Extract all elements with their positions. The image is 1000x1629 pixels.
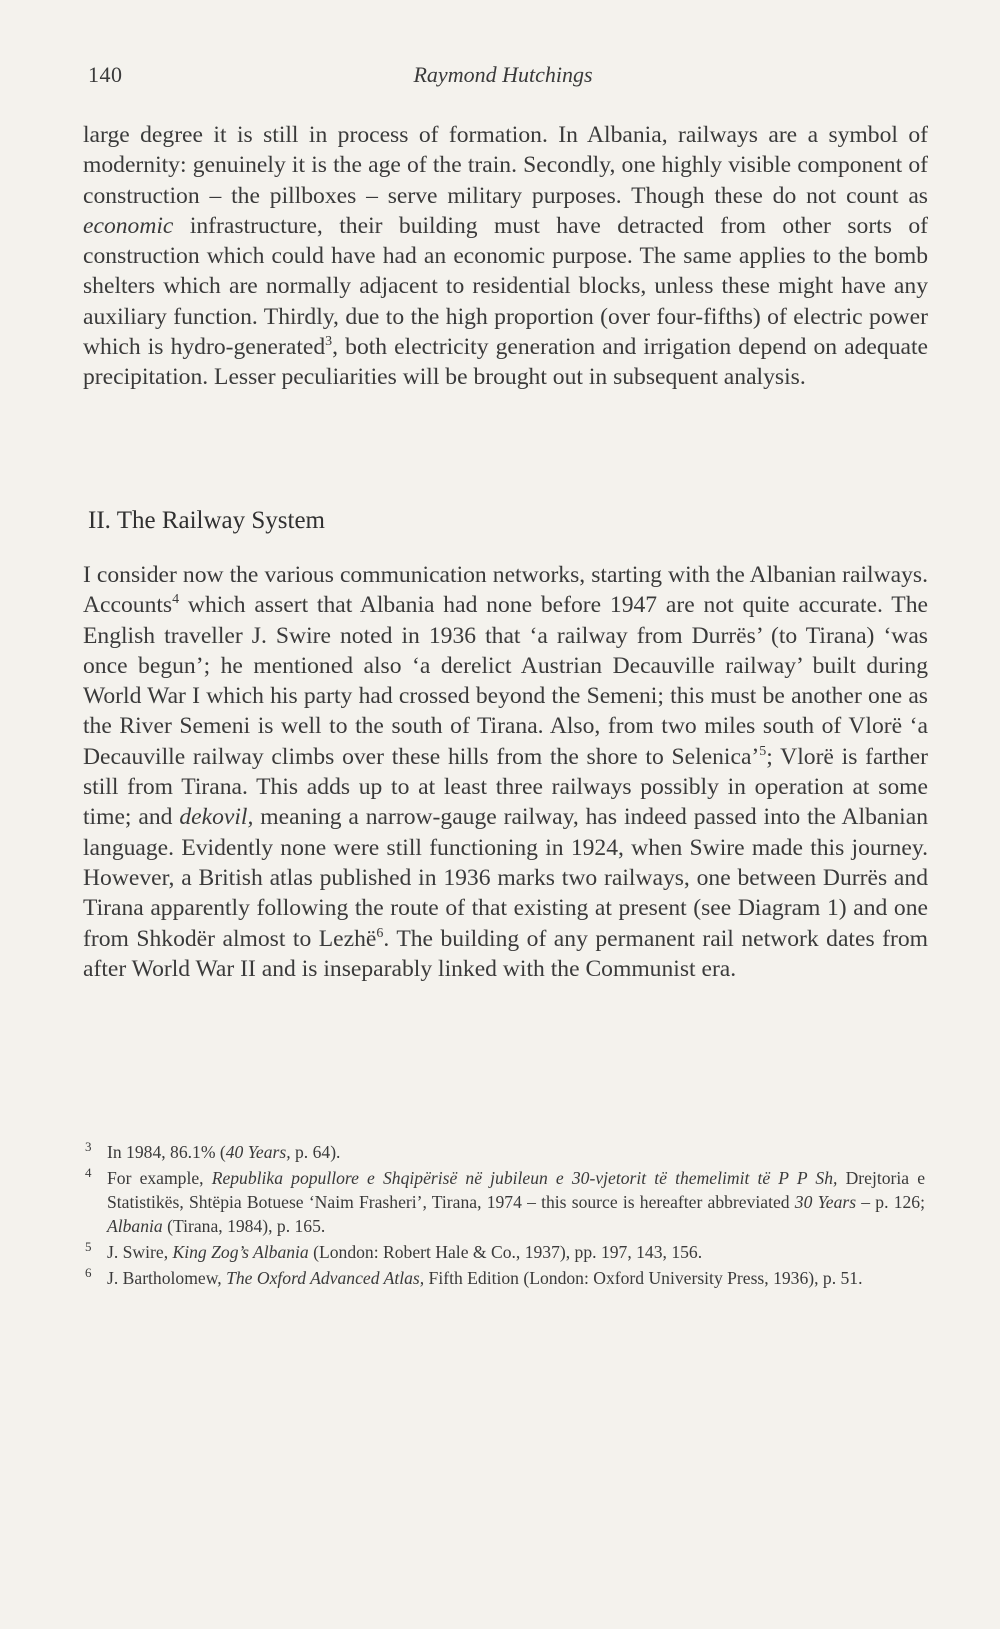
- page-header: [88, 62, 918, 102]
- footnote-ref-6: 6: [376, 925, 384, 941]
- body-paragraph-1: [83, 120, 928, 393]
- section-heading: II. The Railway System: [88, 507, 325, 534]
- text-run: infrastructure, their building must have detracted from other sorts of construction which could have had an economic purpose. The same applies to the bomb shelters which are normally adjacent to residential blocks, unless these might have any auxiliary function. Thirdly, due to the high proportion (over four-fifths) of electric power which is hydro-generated: [83, 212, 928, 361]
- text-run: , both electricity generation and irrigation depend on adequate precipitation. Lesser peculiarities will be brought out in subsequent analysis.: [83, 334, 929, 391]
- body-paragraph-2: [83, 560, 928, 984]
- footnote-number: 3: [85, 1139, 92, 1154]
- italic-run: 30 Years: [794, 1192, 857, 1212]
- page-number: 140: [88, 62, 123, 87]
- text-run: (London: Robert Hale & Co., 1937), pp. 197, 143, 156.: [308, 1242, 703, 1262]
- text-run: – p. 126;: [856, 1192, 925, 1212]
- footnote-3: [85, 1140, 925, 1164]
- emphasis-dekovil: dekovil,: [179, 804, 254, 831]
- footnote-ref-4: 4: [172, 592, 180, 608]
- text-run: I consider now the various communication networks, starting with the Albanian railways. Accounts: [83, 562, 928, 619]
- italic-run: King Zog’s Albania: [172, 1242, 309, 1262]
- text-run: p. 64).: [290, 1142, 341, 1162]
- text-run: In 1984, 86.1% (: [107, 1142, 226, 1162]
- italic-run: The Oxford Advanced Atlas,: [226, 1268, 425, 1288]
- text-run: which assert that Albania had none before 1947 are not quite accurate. The English traveller J. Swire noted in 1936 that ‘a railway from Durrës’ (to Tirana) ‘was once begun’; he mentioned also ‘a derelict Austrian Decauville railway’ built during World War I which his party had crossed beyond the Semeni; this must be another one as the River Semeni is well to the south of Tirana. Also, from two miles south of Vlorë ‘a Decauville railway climbs over these hills from the shore to Selenica’: [83, 592, 928, 770]
- text-run: Drejtoria e Statistikës, Shtëpia Botuese ‘Naim Frasheri’, Tirana, 1974 – this source is hereafter abbreviated: [107, 1168, 926, 1212]
- emphasis-economic: economic: [83, 212, 174, 239]
- footnote-6: [85, 1266, 925, 1290]
- running-title: Raymond Hutchings: [413, 62, 593, 87]
- footnote-number: 5: [85, 1239, 92, 1254]
- footnote-5: [85, 1240, 925, 1264]
- text-run: meaning a narrow-gauge railway, has indeed passed into the Albanian language. Evidently none were still functioning in 1924, when Swire made this journey. However, a British atlas published in 1936 marks two railways, one between Durrës and Tirana apparently following the route of that existing at present (see Diagram 1) and one from Shkodër almost to Lezhë: [83, 804, 928, 952]
- text-run: . The building of any permanent rail network dates from after World War II and is inseparably linked with the Communist era.: [83, 925, 929, 982]
- italic-run: Republika popullore e Shqipërisë në jubileun e 30-vjetorit të themelimit të P P Sh,: [211, 1168, 838, 1188]
- text-run: large degree it is still in process of formation. In Albania, railways are a symbol of modernity: genuinely it is the age of the train. Secondly, one highly visible component of construction – the pillboxes – serve military purposes. Though these do not count as: [83, 122, 928, 209]
- italic-run: Albania: [107, 1216, 163, 1236]
- text-run: (Tirana, 1984), p. 165.: [162, 1216, 326, 1236]
- footnotes: [85, 1140, 925, 1292]
- text-run: Fifth Edition (London: Oxford University Press, 1936), p. 51.: [424, 1268, 863, 1288]
- text-run: J. Bartholomew,: [107, 1268, 227, 1288]
- footnote-number: 4: [85, 1165, 92, 1180]
- footnote-4: [85, 1166, 925, 1238]
- footnote-ref-3: 3: [325, 334, 333, 350]
- italic-run: 40 Years,: [225, 1142, 291, 1162]
- footnote-number: 6: [85, 1265, 92, 1280]
- footnote-ref-5: 5: [759, 743, 767, 759]
- text-run: J. Swire,: [107, 1242, 173, 1262]
- text-run: For example,: [107, 1168, 212, 1188]
- text-run: ; Vlorë is farther still from Tirana. This adds up to at least three railways possibly in operation at some time; and: [83, 743, 928, 831]
